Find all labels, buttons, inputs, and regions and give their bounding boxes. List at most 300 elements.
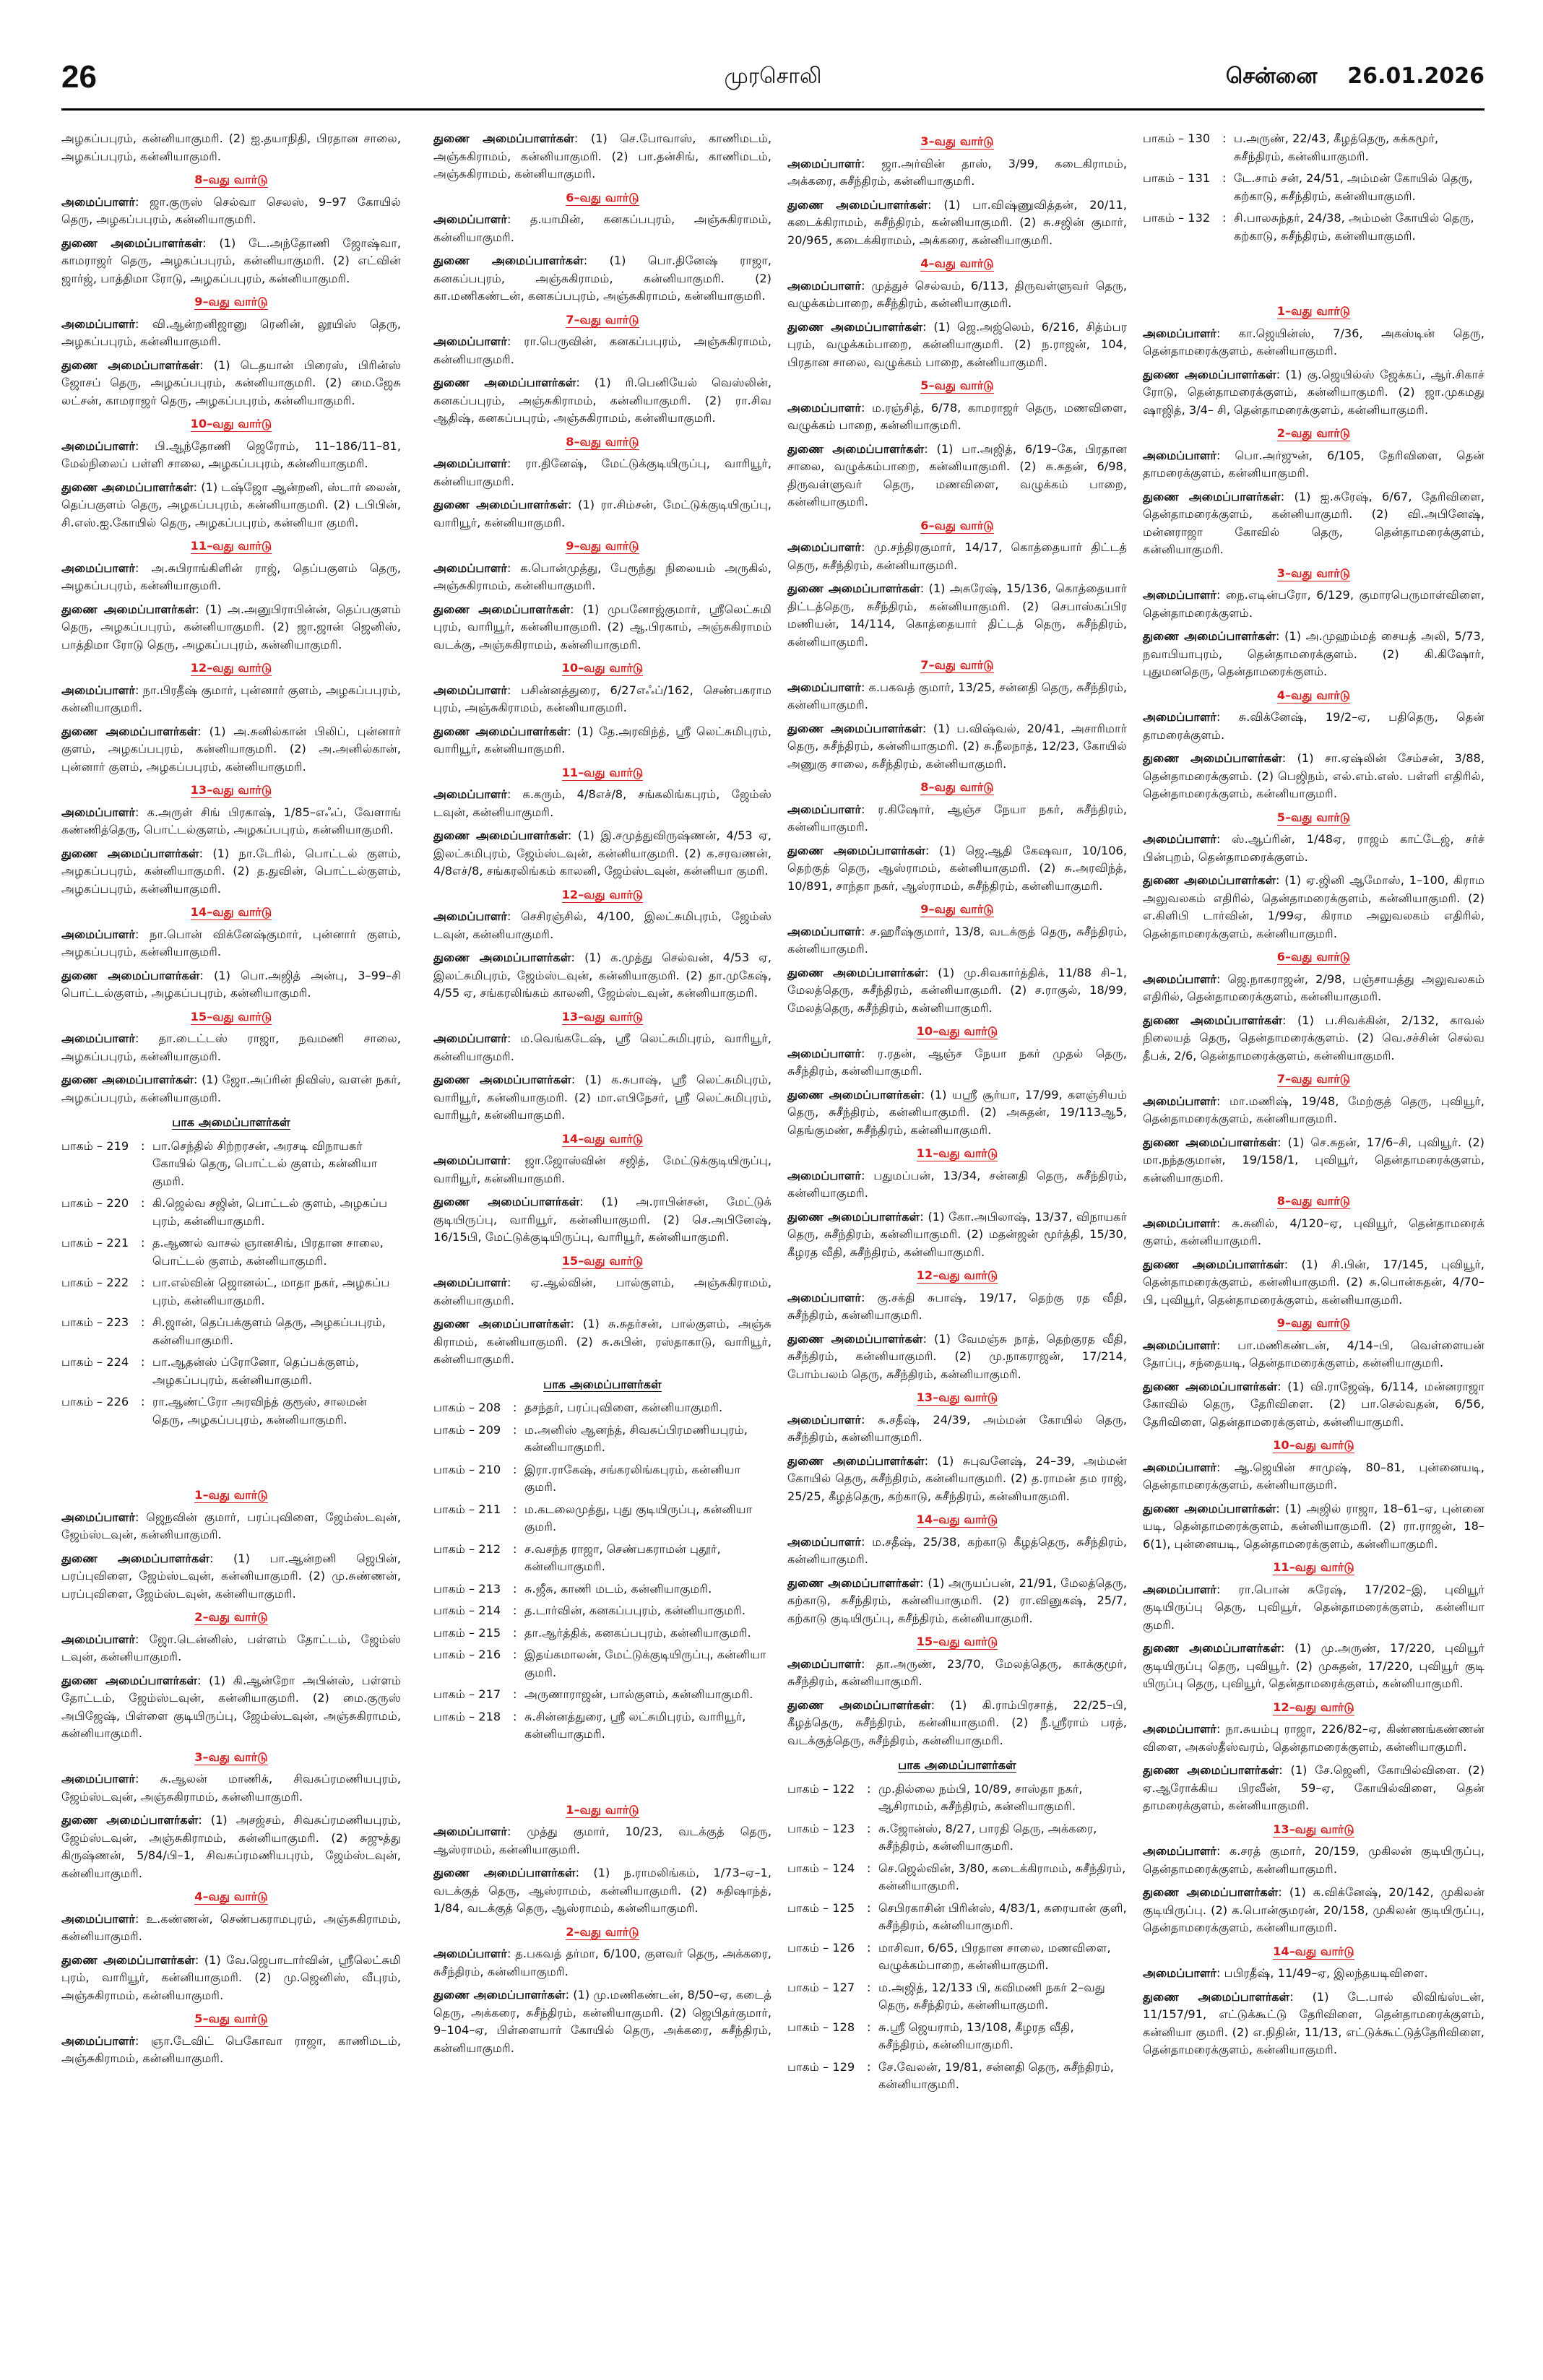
booth-row bbox=[433, 1501, 772, 1536]
role-label: அமைப்பாளர் bbox=[787, 1534, 861, 1549]
organiser-entry bbox=[1143, 971, 1484, 1006]
entry-text: : (1) அ.சுனில்கான் பிலிப், புன்னார் குளம், அழகப்பபுரம், கன்னியாகுமரி. (2) அ.அனில்கான், புன்னார் குளம், அழகப்பபுரம், கன்னியாகுமரி. bbox=[61, 724, 401, 774]
issue-date: 26.01.2026 bbox=[1347, 64, 1484, 89]
entry-text: : கு.சக்தி சுபாஷ், 19/17, தெற்கு ரத வீதி, சுசீந்திரம், கன்னியாகுமரி. bbox=[787, 1290, 1127, 1322]
entry-text: : ரா.பெருவின், கனகப்பபுரம், அஞ்சுகிராமம், கன்னியாகுமரி. bbox=[433, 334, 772, 366]
ward-heading bbox=[433, 537, 772, 555]
entry-text: : (1) சா.ஏஷ்லின் சேம்சன், 3/88, தென்தாமரைக்குளம். (2) பெஜிநம், எல்.எம்.எஸ். பள்ளி எதிரில், தென்தாமரைக்குளம், கன்னியாகுமரி. bbox=[1143, 751, 1484, 800]
ward-heading bbox=[61, 415, 401, 433]
deputy-organisers-entry bbox=[787, 1575, 1127, 1628]
booth-row bbox=[433, 1686, 772, 1704]
booth-colon: : bbox=[141, 1395, 145, 1408]
entry-text: : (1) மு.அருண், 17/220, புவியூர் குடியிருப்பு தெரு, புவியூர். (2) முசுதன், 17/220, புவியூர் குடி யிருப்பு தெரு, புவியூர், தென்தாமரைக்குளம், கன்னியாகுமரி. bbox=[1143, 1641, 1484, 1690]
entry-text: : ம.வெங்கடேஷ், ஸ்ரீ லெட்சுமிபுரம், வாரியூர், கன்னியாகுமரி. bbox=[433, 1031, 772, 1063]
booth-organiser: செ.ஜெல்வின், 3/80, கடைக்கிராமம், சுசீந்திரம், கன்னியாகுமரி. bbox=[878, 1861, 1126, 1892]
organiser-entry bbox=[433, 1274, 772, 1310]
booth-section-title: பாக அமைப்பாளர்கள் bbox=[898, 1758, 1016, 1772]
booth-number: பாகம் – 213 bbox=[433, 1581, 501, 1596]
booth-row bbox=[433, 1421, 772, 1457]
entry-text: : (1) கி.ராம்பிரசாத், 22/25–பி, கீழத்தெரு, சுசீந்திரம், கன்னியாகுமரி. (2) நீ.ஸ்ரீராம் பரத், வடக்குத்தெரு, சுசீந்திரம், கன்னியாகுமரி. bbox=[787, 1697, 1127, 1747]
deputy-organisers-entry bbox=[433, 1193, 772, 1247]
role-label: அமைப்பாளர் bbox=[1143, 1338, 1216, 1352]
ward-heading bbox=[61, 904, 401, 922]
entry-text: : முத்து குமார், 10/23, வடக்குத் தெரு, ஆஸ்ராமம், கன்னியாகுமரி. bbox=[433, 1825, 772, 1856]
role-label: துணை அமைப்பாளர்கள் bbox=[1143, 489, 1281, 503]
role-label: துணை அமைப்பாளர்கள் bbox=[61, 968, 200, 982]
ward-heading bbox=[433, 1924, 772, 1942]
organiser-entry bbox=[61, 1770, 401, 1806]
ward-title: 3–வது வார்டு bbox=[1276, 566, 1351, 580]
ward-title: 5–வது வார்டு bbox=[1276, 810, 1351, 824]
entry-text: : (1) க.விக்னேஷ், 20/142, முகிலன் குடியிருப்பு. (2) க.பொன்குமரன், 20/158, முகிலன் குடியிருப்பு, தென்தாமரைக்குளம், கன்னியாகுமரி. bbox=[1143, 1885, 1484, 1934]
entry-text: : (1) அசஜ்சம், சிவசுப்ரமணியபுரம், ஜேம்ஸ்டவுன், அஞ்சுகிராமம், கன்னியாகுமரி. (2) சுஜுத்து கிருஷ்ணன், 5/84/பி–1, சிவசுப்ரமணியபுரம், ஜேம்ஸ்டவுன், கன்னியாகுமரி. bbox=[61, 1813, 401, 1880]
role-label: துணை அமைப்பாளர்கள் bbox=[433, 376, 576, 389]
booth-number: பாகம் – 127 bbox=[787, 1980, 855, 1994]
deputy-organisers-entry bbox=[61, 479, 401, 532]
dateline bbox=[1226, 64, 1484, 92]
booth-number: பாகம் – 126 bbox=[787, 1940, 855, 1955]
role-label: அமைப்பாளர் bbox=[787, 400, 861, 415]
ward-heading bbox=[1143, 1437, 1484, 1455]
ward-heading bbox=[1143, 425, 1484, 443]
deputy-organisers-entry bbox=[1143, 1989, 1484, 2059]
entry-text: : அ.சுபிராங்கிளின் ராஜ், தெப்பகுளம் தெரு, அழகப்பபுரம், கன்னியாகுமரி. bbox=[61, 561, 401, 592]
ward-heading bbox=[433, 1130, 772, 1148]
booth-row bbox=[61, 1393, 401, 1429]
booth-section-heading bbox=[787, 1757, 1127, 1775]
booth-organiser: தசந்தர், பரப்புவிளை, கன்னியாகுமரி. bbox=[524, 1401, 723, 1414]
entry-text: : க.சரத் குமார், 20/159, முகிலன் குடியிருப்பு, தென்தாமரைக்குளம், கன்னியாகுமரி. bbox=[1143, 1844, 1484, 1876]
booth-number: பாகம் – 124 bbox=[787, 1861, 855, 1875]
booth-organiser: த.டார்வின், கனகப்பபுரம், கன்னியாகுமரி. bbox=[524, 1604, 745, 1617]
deputy-organisers-entry bbox=[787, 196, 1127, 250]
entry-text: : நா.பொன் விக்னேஷ்குமார், புன்னார் குளம், அழகப்பபுரம், கன்னியாகுமரி. bbox=[61, 927, 401, 959]
booth-organiser: த.ஆணல் வாசல் ஞானசிங், பிரதான சாலை, பொட்டல் குளம், கன்னியாகுமரி. bbox=[152, 1236, 384, 1268]
organiser-entry bbox=[61, 804, 401, 839]
role-label: துணை அமைப்பாளர்கள் bbox=[433, 602, 571, 616]
entry-text: : (1) ப.சிவக்கின், 2/132, காவல் நிலையத் தெரு, தென்தாமரைக்குளம். (2) வெ.சச்சின் செல்வ தீபக், 2/6, தென்தாமரைக்குளம், கன்னியாகுமரி. bbox=[1143, 1013, 1484, 1063]
newspaper-name: முரசொலி bbox=[724, 64, 822, 89]
deputy-organisers-entry bbox=[433, 496, 772, 532]
booth-row bbox=[433, 1580, 772, 1598]
organiser-entry bbox=[1143, 447, 1484, 483]
booth-organiser: ம.அஜித், 12/133 பி, கவிமணி நகர் 2–வது தெரு, சுசீந்திரம், கன்னியாகுமரி. bbox=[878, 1980, 1105, 2012]
role-label: அமைப்பாளர் bbox=[61, 561, 135, 575]
role-label: துணை அமைப்பாளர்கள் bbox=[433, 951, 571, 964]
ward-heading bbox=[1143, 948, 1484, 966]
booth-colon: : bbox=[867, 1861, 871, 1875]
column-4 bbox=[1143, 130, 1484, 2355]
deputy-organisers-entry bbox=[787, 842, 1127, 896]
booth-number: பாகம் – 132 bbox=[1143, 211, 1211, 225]
organiser-entry bbox=[433, 560, 772, 595]
role-label: துணை அமைப்பாளர்கள் bbox=[433, 498, 568, 511]
ward-title: 4–வது வார்டு bbox=[920, 256, 994, 270]
ward-heading bbox=[61, 537, 401, 555]
ward-heading bbox=[61, 2010, 401, 2028]
role-label: அமைப்பாளர் bbox=[1143, 1094, 1216, 1108]
ward-heading bbox=[433, 311, 772, 329]
booth-organiser: சி.பாலசுந்தர், 24/38, அம்மன் கோயில் தெரு, கற்காடு, சுசீந்திரம், கன்னியாகுமரி. bbox=[1234, 211, 1474, 243]
role-label: அமைப்பாளர் bbox=[61, 1772, 135, 1786]
role-label: அமைப்பாளர் bbox=[1143, 1722, 1216, 1736]
ward-title: 9–வது வார்டு bbox=[920, 902, 994, 916]
deputy-organisers-entry bbox=[1143, 1640, 1484, 1693]
organiser-entry bbox=[433, 908, 772, 943]
deputy-organisers-entry bbox=[61, 1672, 401, 1743]
role-label: துணை அமைப்பாளர்கள் bbox=[787, 319, 923, 334]
ward-title: 11–வது வார்டு bbox=[916, 1146, 998, 1160]
deputy-organisers-entry bbox=[1143, 1500, 1484, 1554]
organiser-entry bbox=[433, 786, 772, 821]
entry-text: : (1) சு.சுதர்சன், பால்குளம், அஞ்சு கிராமம், கன்னியாகுமரி. (2) சு.சுபின், ரஸ்தாகாடு, வாரியூர், கன்னியாகுமரி. bbox=[433, 1317, 772, 1366]
role-label: அமைப்பாளர் bbox=[1143, 832, 1216, 846]
deputy-organisers-entry bbox=[787, 441, 1127, 511]
organiser-entry bbox=[433, 1152, 772, 1187]
entry-text: : (1) செ.போவாஸ், காணிமடம், அஞ்சுகிராமம், கன்னியாகுமரி. (2) பா.தன்சிங், காணிமடம், அஞ்சுகிராமம், கன்னியாகுமரி. bbox=[433, 131, 772, 181]
organiser-entry bbox=[1143, 1093, 1484, 1128]
ward-heading bbox=[433, 659, 772, 678]
ward-heading bbox=[787, 1389, 1127, 1407]
organiser-entry bbox=[787, 923, 1127, 959]
deputy-organisers-entry bbox=[787, 1208, 1127, 1262]
booth-colon: : bbox=[867, 2059, 871, 2074]
ward-heading bbox=[1143, 1070, 1484, 1089]
entry-text: : ஜோ.டென்னிஸ், பள்ளம் தோட்டம், ஜேம்ஸ் டவுன், கன்னியாகுமரி. bbox=[61, 1632, 401, 1663]
entry-text: : சு.சதீஷ், 24/39, அம்மன் கோயில் தெரு, சுசீந்திரம், கன்னியாகுமரி. bbox=[787, 1412, 1127, 1444]
booth-number: பாகம் – 211 bbox=[433, 1502, 501, 1516]
ward-title: 3–வது வார்டு bbox=[920, 134, 994, 148]
entry-text: : மா.மணிஷ், 19/48, மேற்குத் தெரு, புவியூர், தென்தாமரைக்குளம், கன்னியாகுமரி. bbox=[1143, 1094, 1484, 1125]
ward-heading bbox=[1143, 1315, 1484, 1333]
role-label: துணை அமைப்பாளர்கள் bbox=[1143, 1135, 1278, 1149]
ward-heading bbox=[433, 1008, 772, 1026]
booth-number: பாகம் – 221 bbox=[61, 1236, 129, 1250]
booth-row bbox=[787, 1820, 1127, 1856]
booth-number: பாகம் – 223 bbox=[61, 1315, 129, 1329]
ward-heading bbox=[1143, 809, 1484, 827]
ward-heading bbox=[787, 1511, 1127, 1529]
role-label: அமைப்பாளர் bbox=[1143, 710, 1216, 724]
ward-title: 14–வது வார்டு bbox=[916, 1513, 998, 1526]
deputy-organisers-entry bbox=[1143, 1012, 1484, 1065]
entry-text: : (1) அ.அனுபிராபின்ன், தெப்பகுளம் தெரு, அழகப்பபுரம், கன்னியாகுமரி. (2) ஜா.ஜான் ஜெனிஸ், பாத்திமா ரோடு தெரு, அழகப்பபுரம், கன்னியாகுமரி. bbox=[61, 602, 401, 652]
entry-text: : (1) கி.ஆன்றோ அபின்ஸ், பள்ளம் தோட்டம், ஜேம்ஸ்டவுன், கன்னியாகுமரி. (2) மை.குருஸ் அபிஜேஷ், பிள்ளை குடியிருப்பு, ஜேம்ஸ்டவுன், அஞ்சுகிராமம், கன்னியாகுமரி. bbox=[61, 1673, 401, 1740]
booth-row bbox=[61, 1274, 401, 1310]
role-label: அமைப்பாளர் bbox=[433, 1947, 507, 1960]
ward-title: 14–வது வார்டு bbox=[1273, 1944, 1354, 1958]
ward-heading bbox=[1143, 1193, 1484, 1211]
deputy-organisers-entry bbox=[1143, 488, 1484, 559]
booth-colon: : bbox=[867, 2020, 871, 2034]
entry-text: : ஆ.ஜெயின் சாமுஷ், 80–81, புன்னையடி, தென்தாமரைக்குளம், கன்னியாகுமரி. bbox=[1143, 1460, 1484, 1492]
organiser-entry bbox=[787, 1289, 1127, 1325]
organiser-entry bbox=[61, 2033, 401, 2068]
ward-heading bbox=[61, 1888, 401, 1906]
role-label: அமைப்பாளர் bbox=[61, 1031, 135, 1045]
ward-title: 1–வது வார்டு bbox=[194, 1488, 268, 1502]
entry-text: : (1) வேமஞ்சு நாத், தெற்குரத வீதி, சுசீந்திரம், கன்னியாகுமரி. (2) மு.நாகராஜன், 17/214, போம்பலம் தெரு, சுசீந்திரம், கன்னியாகுமரி. bbox=[787, 1331, 1127, 1381]
role-label: துணை அமைப்பாளர்கள் bbox=[1143, 1763, 1279, 1777]
booth-colon: : bbox=[867, 1900, 871, 1915]
ward-title: 15–வது வார்டு bbox=[916, 1635, 998, 1648]
booth-organiser: இரா.ராகேஷ், சங்கரலிங்கபுரம், கன்னியா குமரி. bbox=[524, 1462, 741, 1494]
role-label: துணை அமைப்பாளர்கள் bbox=[433, 254, 584, 267]
ward-heading bbox=[1143, 1821, 1484, 1839]
ward-title: 9–வது வார்டு bbox=[1276, 1316, 1351, 1330]
ward-title: 6–வது வார்டு bbox=[566, 190, 639, 204]
role-label: துணை அமைப்பாளர்கள் bbox=[1143, 367, 1276, 381]
role-label: துணை அமைப்பாளர்கள் bbox=[61, 846, 199, 860]
booth-organiser: சு.ஸ்ரீ ஜெயராம், 13/108, கீழரத வீதி, சுசீந்திரம், கன்னியாகுமரி. bbox=[878, 2020, 1074, 2051]
column-1 bbox=[61, 130, 401, 2355]
entry-text: : ஜா.அர்வின் தாஸ், 3/99, கடைகிராமம், அக்கரை, சுசீந்திரம், கன்னியாகுமரி. bbox=[787, 156, 1127, 188]
deputy-organisers-entry bbox=[1143, 1378, 1484, 1432]
role-label: துணை அமைப்பாளர்கள் bbox=[1143, 1641, 1281, 1655]
booth-organiser: கி.ஜெல்வ சஜின், பொட்டல் குளம், அழகப்ப புரம், கன்னியாகுமரி. bbox=[152, 1196, 388, 1228]
ward-title: 12–வது வார்டு bbox=[916, 1268, 998, 1282]
booth-colon: : bbox=[513, 1687, 517, 1701]
booth-organiser: சி.ஜான், தெப்பக்குளம் தெரு, அழகப்பபுரம், கன்னியாகுமரி. bbox=[152, 1315, 386, 1347]
role-label: துணை அமைப்பாளர்கள் bbox=[61, 1551, 209, 1565]
entry-text: : (1) நா.டேரில், பொட்டல் குளம், அழகப்பபுரம், கன்னியாகுமரி. (2) த.துவின், பொட்டல்குளம், அழகப்பபுரம், கன்னியாகுமரி. bbox=[61, 846, 401, 896]
entry-text: : (1) க.சுபாஷ், ஸ்ரீ லெட்சுமிபுரம், வாரியூர், கன்னியாகுமரி. (2) மா.எபிநேசர், ஸ்ரீ லெட்சுமிபுரம், வாரியூர், கன்னியாகுமரி. bbox=[433, 1073, 772, 1122]
role-label: துணை அமைப்பாளர்கள் bbox=[61, 1952, 195, 1967]
role-label: துணை அமைப்பாளர்கள் bbox=[787, 1697, 931, 1712]
role-label: அமைப்பாளர் bbox=[787, 680, 861, 694]
ward-title: 5–வது வார்டு bbox=[920, 378, 994, 392]
ward-heading bbox=[1143, 1943, 1484, 1961]
ward-title: 15–வது வார்டு bbox=[190, 1009, 272, 1024]
entry-text: : வி.ஆன்றனிஜானு ரெனின், லூயிஸ் தெரு, அழகப்பபுரம், கன்னியாகுமரி. bbox=[61, 316, 401, 348]
booth-row bbox=[61, 1314, 401, 1349]
entry-text: : முத்துச் செல்வம், 6/113, திருவள்ளுவர் தெரு, வழுக்கம்பாறை, சுசீந்திரம், கன்னியாகுமரி. bbox=[787, 278, 1127, 310]
booth-row bbox=[433, 1399, 772, 1417]
booth-colon: : bbox=[141, 1276, 145, 1289]
entry-text: : (1) க.முத்து செல்வன், 4/53 ஏ, இலட்சுமிபுரம், ஜேம்ஸ்டவுன், கன்னியாகுமரி. (2) தா.முகேஷ், 4/55 ஏ, சங்கரலிங்கம் காலனி, ஜேம்ஸ்டவுன், கன்னியாகுமரி. bbox=[433, 951, 772, 1000]
ward-title: 7–வது வார்டு bbox=[920, 658, 994, 672]
entry-text: : க.பொன்முத்து, பேரூந்து நிலையம் அருகில், அஞ்சுகிராமம், கன்னியாகுமரி. bbox=[433, 561, 772, 592]
ward-heading bbox=[61, 782, 401, 800]
role-label: துணை அமைப்பாளர்கள் bbox=[433, 1866, 576, 1879]
booth-colon: : bbox=[1222, 131, 1227, 145]
booth-organiser: இதய்கமாலன், மேட்டுக்குடியிருப்பு, கன்னியா குமரி. bbox=[524, 1648, 766, 1679]
role-label: அமைப்பாளர் bbox=[61, 194, 135, 209]
deputy-organisers-entry bbox=[1143, 750, 1484, 803]
entry-text: : ஜா.குருஸ் செல்வா செலஸ், 9–97 கோயில் தெரு, அழகப்பபுரம், கன்னியாகுமரி. bbox=[61, 194, 401, 226]
booth-number: பாகம் – 129 bbox=[787, 2059, 855, 2074]
role-label: அமைப்பாளர் bbox=[61, 1510, 135, 1524]
booth-organiser: பா.ஆதன்ஸ் ப்ரோனோ, தெப்பக்குளம், அழகப்பபுரம், கன்னியாகுமரி. bbox=[152, 1355, 359, 1387]
booth-number: பாகம் – 130 bbox=[1143, 131, 1211, 145]
booth-organiser: பா.எல்வின் ஜொனல்ட், மாதா நகர், அழகப்ப புரம், கன்னியாகுமரி. bbox=[152, 1276, 390, 1307]
organiser-entry bbox=[1143, 325, 1484, 360]
role-label: துணை அமைப்பாளர்கள் bbox=[1143, 629, 1276, 643]
ward-heading bbox=[61, 1749, 401, 1767]
ward-title: 12–வது வார்டு bbox=[190, 661, 272, 675]
booth-row bbox=[433, 1646, 772, 1682]
booth-colon: : bbox=[513, 1502, 517, 1516]
organiser-entry bbox=[787, 277, 1127, 313]
deputy-organisers-entry bbox=[787, 1697, 1127, 1750]
entry-text: : (1) ப.விஷ்வல், 20/41, அசாரிமார் தெரு, சுசீந்திரம், கன்னியாகுமரி. (2) சு.நீலநாத், 12/23, கோயில் அணுகு சாலை, சுசீந்திரம், கன்னியாகுமரி. bbox=[787, 721, 1127, 771]
ward-heading bbox=[1143, 303, 1484, 321]
booth-colon: : bbox=[513, 1709, 517, 1723]
role-label: அமைப்பாளர் bbox=[1143, 448, 1216, 462]
deputy-organisers-entry bbox=[1143, 628, 1484, 681]
booth-colon: : bbox=[867, 1940, 871, 1955]
organiser-entry bbox=[1143, 1581, 1484, 1635]
entry-text: : க.கரும், 4/8எச்/8, சங்கலிங்கபுரம், ஜேம்ஸ் டவுன், கன்னியாகுமரி. bbox=[433, 787, 772, 819]
role-label: துணை அமைப்பாளர்கள் bbox=[1143, 1379, 1278, 1393]
booth-number: பாகம் – 220 bbox=[61, 1196, 129, 1210]
ward-title: 11–வது வார்டு bbox=[1273, 1560, 1354, 1574]
deputy-organisers-entry bbox=[433, 1986, 772, 2057]
role-label: துணை அமைப்பாளர்கள் bbox=[1143, 1989, 1290, 2004]
entry-text: : (1) பொ.அஜித் அன்பு, 3–99–சி பொட்டல்குளம், அழகப்பபுரம், கன்னியாகுமரி. bbox=[61, 968, 401, 1000]
booth-row bbox=[1143, 130, 1484, 165]
entry-text: : கா.ஜெயின்ஸ், 7/36, அகஸ்டின் தெரு, தென்தாமரைக்குளம், கன்னியாகுமரி. bbox=[1143, 326, 1484, 358]
role-label: துணை அமைப்பாளர்கள் bbox=[1143, 751, 1282, 765]
deputy-organisers-entry bbox=[433, 1071, 772, 1125]
organiser-entry bbox=[433, 1945, 772, 1981]
ward-title: 3–வது வார்டு bbox=[194, 1749, 268, 1764]
booth-colon: : bbox=[1222, 211, 1227, 225]
role-label: துணை அமைப்பாளர்கள் bbox=[787, 581, 920, 595]
organiser-entry bbox=[787, 679, 1127, 714]
entry-text: : சு.சுனில், 4/120–ஏ, புவியூர், தென்தாமரைக் குளம், கன்னியாகுமரி. bbox=[1143, 1216, 1484, 1247]
entry-text: : (1) டஷ்ஜோ ஆன்றனி, ஸ்டார் லைன், தெப்பகுளம் தெரு, அழகப்பபுரம், கன்னியாகுமரி. (2) டபிபின், சி.எஸ்.ஐ.கோயில் தெரு, அழகப்பபுரம், கன்னியா குமரி. bbox=[61, 480, 401, 529]
booth-number: பாகம் – 128 bbox=[787, 2020, 855, 2034]
booth-number: பாகம் – 125 bbox=[787, 1900, 855, 1915]
booth-row bbox=[787, 1979, 1127, 2015]
booth-organiser: சு.ஜோன்ஸ், 8/27, பாரதி தெரு, அக்கரை, சுசீந்திரம், கன்னியாகுமரி. bbox=[878, 1821, 1097, 1853]
ward-heading bbox=[787, 901, 1127, 919]
booth-organiser: ம.அனிஸ் ஆனந்த், சிவசுப்பிரமணியபுரம், கன்னியாகுமரி. bbox=[524, 1422, 748, 1454]
ward-title: 12–வது வார்டு bbox=[1273, 1700, 1354, 1714]
ward-heading bbox=[787, 517, 1127, 535]
organiser-entry bbox=[1143, 1721, 1484, 1756]
ward-title: 4–வது வார்டு bbox=[194, 1890, 268, 1903]
ward-title: 13–வது வார்டு bbox=[190, 783, 272, 797]
ward-title: 6–வது வார்டு bbox=[920, 518, 994, 532]
entry-text: : உ.கண்ணன், செண்பகராமபுரம், அஞ்சுகிராமம், கன்னியாகுமரி. bbox=[61, 1911, 401, 1943]
booth-number: பாகம் – 226 bbox=[61, 1395, 129, 1408]
deputy-organisers-entry bbox=[787, 720, 1127, 774]
booth-row bbox=[787, 1900, 1127, 1935]
booth-organiser: சு.சின்னத்துரை, ஸ்ரீ லட்சுமிபுரம், வாரியூர், கன்னியாகுமரி. bbox=[524, 1709, 746, 1741]
ward-title: 11–வது வார்டு bbox=[561, 765, 644, 779]
entry-text: : (1) டே.பால் லிவிங்ஸ்டன், 11/157/91, எட்டுக்கூட்டு தேரிவிளை, தென்தாமரைக்குளம், கன்னியா குமரி. (2) எ.நிதின், 11/13, எட்டுக்கூட்டுத்தேரிவிளை, தென்தாமரைக்குளம், கன்னியாகுமரி. bbox=[1143, 1989, 1484, 2056]
role-label: துணை அமைப்பாளர்கள் bbox=[787, 441, 925, 456]
role-label: அமைப்பாளர் bbox=[433, 456, 507, 470]
role-label: அமைப்பாளர் bbox=[1143, 1966, 1216, 1980]
ward-title: 14–வது வார்டு bbox=[190, 905, 272, 919]
entry-text: : (1) சுபுவனேஷ், 24–39, அம்மன் கோயில் தெரு, சுசீந்திரம், கன்னியாகுமரி. (2) த.ராமன் தம ராஜ், 25/25, கீழத்தெரு, கற்காடு, சுசீந்திரம், கன்னியாகுமரி. bbox=[787, 1453, 1127, 1503]
ward-title: 2–வது வார்டு bbox=[566, 1924, 639, 1939]
role-label: துணை அமைப்பாளர்கள் bbox=[61, 724, 198, 738]
ward-title: 1–வது வார்டு bbox=[1276, 304, 1351, 318]
ward-title: 13–வது வார்டு bbox=[561, 1009, 644, 1024]
organiser-entry bbox=[787, 1167, 1127, 1203]
ward-title: 10–வது வார்டு bbox=[561, 661, 644, 675]
ward-heading bbox=[433, 189, 772, 207]
ward-heading bbox=[1143, 1699, 1484, 1717]
role-label: அமைப்பாளர் bbox=[787, 1656, 861, 1671]
ward-heading bbox=[433, 764, 772, 782]
booth-row bbox=[1143, 209, 1484, 245]
booth-organiser: செபிரகாசின் பிரின்ஸ், 4/83/1, கரையான் குளி, சுசீந்திரம், கன்னியாகுமரி. bbox=[878, 1900, 1127, 1932]
booth-row bbox=[787, 2059, 1127, 2094]
booth-colon: : bbox=[513, 1648, 517, 1661]
masthead bbox=[61, 59, 1484, 100]
entry-text: : (1) டே.அந்தோணி ஜோஷ்வா, காமராஜர் தெரு, அழகப்பபுரம், கன்னியாகுமரி. (2) எட்வின் ஜார்ஜ், பாத்திமா ரோடு, அழகப்பபுரம், கன்னியாகுமரி. bbox=[61, 235, 401, 285]
organiser-entry bbox=[787, 155, 1127, 191]
entry-text: : (1) பா.ஆன்றனி ஜெபின், பரப்புவிளை, ஜேம்ஸ்டவுன், கன்னியாகுமரி. (2) மு.சுண்ணன், பரப்புவிளை, ஜேம்ஸ்டவுன், கன்னியாகுமரி. bbox=[61, 1551, 401, 1601]
booth-row bbox=[433, 1461, 772, 1497]
deputy-organisers-entry bbox=[1143, 872, 1484, 943]
role-label: அமைப்பாளர் bbox=[1143, 1582, 1216, 1596]
entry-text: : மு.சந்திரகுமார், 14/17, கொத்தையார் திட்டத் தெரு, சுசீந்திரம், கன்னியாகுமரி. bbox=[787, 540, 1127, 572]
role-label: அமைப்பாளர் bbox=[787, 1290, 861, 1304]
entry-text: : ஏ.ஆல்வின், பால்குளம், அஞ்சுகிராமம், கன்னியாகுமரி. bbox=[433, 1276, 772, 1307]
deputy-organisers-entry bbox=[61, 357, 401, 410]
booth-row bbox=[61, 1234, 401, 1270]
organiser-entry bbox=[787, 1656, 1127, 1691]
deputy-organisers-entry bbox=[433, 1864, 772, 1918]
booth-colon: : bbox=[513, 1541, 517, 1556]
deputy-organisers-entry bbox=[61, 1952, 401, 2005]
organiser-entry bbox=[787, 801, 1127, 836]
role-label: துணை அமைப்பாளர்கள் bbox=[433, 1317, 571, 1330]
booth-colon: : bbox=[867, 1980, 871, 1994]
role-label: அமைப்பாளர் bbox=[433, 683, 507, 697]
role-label: துணை அமைப்பாளர்கள் bbox=[1143, 1257, 1284, 1271]
booth-organiser: சு.ஜீசு, காணி மடம், கன்னியாகுமரி. bbox=[524, 1581, 712, 1596]
role-label: துணை அமைப்பாளர்கள் bbox=[787, 197, 928, 212]
entry-text: : பி.ஆந்தோணி ஜெரோம், 11–186/11–81, மேல்நிலைப் பள்ளி சாலை, அழகப்பபுரம், கன்னியாகுமரி. bbox=[61, 438, 401, 470]
organiser-entry bbox=[1143, 1459, 1484, 1494]
organiser-entry bbox=[1143, 1215, 1484, 1250]
column-2 bbox=[433, 130, 772, 2355]
ward-heading bbox=[787, 377, 1127, 395]
role-label: அமைப்பாளர் bbox=[1143, 326, 1216, 340]
entry-text: : (1) ஜோ.அப்ரின் நிவிஸ், வளன் நகர், அழகப்பபுரம், கன்னியாகுமரி. bbox=[61, 1073, 401, 1104]
booth-colon: : bbox=[513, 1422, 517, 1437]
booth-row bbox=[61, 1138, 401, 1191]
role-label: துணை அமைப்பாளர்கள் bbox=[787, 965, 925, 979]
entry-text: : பொ.அர்ஜுன், 6/105, தேரிவிளை, தென் தாமரைக்குளம், கன்னியாகுமரி. bbox=[1143, 448, 1484, 480]
deputy-organisers-entry bbox=[1143, 1134, 1484, 1187]
ward-title: 10–வது வார்டு bbox=[190, 417, 272, 430]
continued-entry bbox=[61, 130, 401, 165]
role-label: அமைப்பாளர் bbox=[787, 924, 861, 938]
role-label: அமைப்பாளர் bbox=[433, 1154, 507, 1167]
organiser-entry bbox=[61, 1911, 401, 1946]
ward-title: 11–வது வார்டு bbox=[190, 539, 272, 553]
booth-number: பாகம் – 222 bbox=[61, 1276, 129, 1289]
deputy-organisers-entry bbox=[61, 1550, 401, 1604]
role-label: துணை அமைப்பாளர்கள் bbox=[1143, 873, 1276, 887]
booth-colon: : bbox=[513, 1625, 517, 1640]
entry-text: : சு.ஆலன் மாணிக், சிவசுப்ரமணியபுரம், ஜேம்ஸ்டவுன், அஞ்சுகிராமம், கன்னியாகுமரி. bbox=[61, 1772, 401, 1804]
organiser-entry bbox=[787, 1533, 1127, 1569]
role-label: அமைப்பாளர் bbox=[61, 927, 135, 941]
role-label: அமைப்பாளர் bbox=[1143, 588, 1216, 602]
role-label: துணை அமைப்பாளர்கள் bbox=[1143, 1885, 1279, 1899]
booth-colon: : bbox=[867, 1821, 871, 1835]
deputy-organisers-entry bbox=[433, 723, 772, 758]
